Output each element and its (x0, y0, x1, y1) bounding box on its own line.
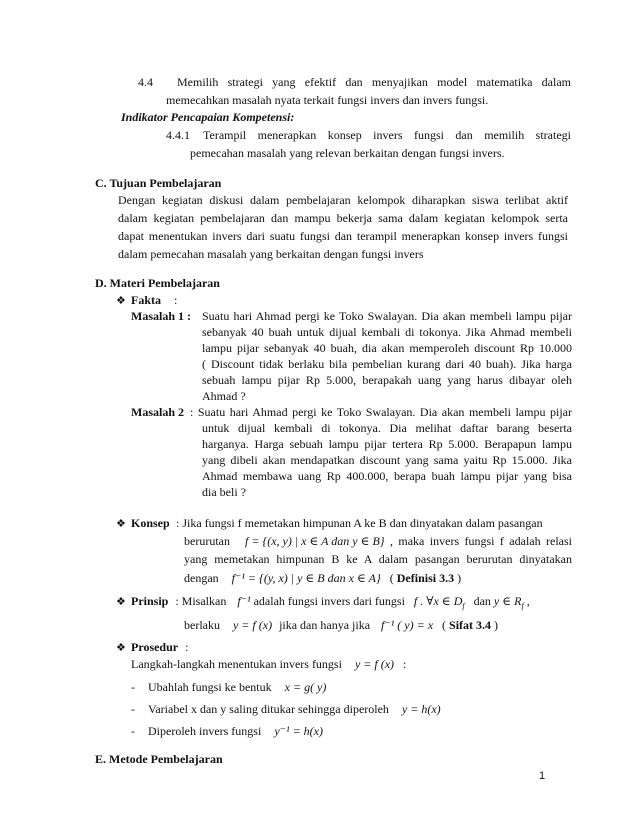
step-2-text: Variabel x dan y saling ditukar sehingga diperoleh (148, 702, 389, 716)
prinsip-paren-close: ) (494, 618, 499, 632)
prinsip-y-in-r: y ∈ R (493, 594, 522, 608)
prinsip-dan: dan (473, 594, 491, 608)
section-c-line-4: dalam pemecahan masalah yang berkaitan dengan fungsi invers (118, 247, 424, 261)
prosedur-intro-colon: : (403, 657, 407, 671)
masalah-1-line-1: Suatu hari Ahmad pergi ke Toko Swalayan. Dia akan membeli lampu pijar (202, 309, 572, 323)
prinsip-sub-f-1: f (462, 601, 465, 611)
step-1-text: Ubahlah fungsi ke bentuk (148, 680, 272, 694)
step-2-dash: - (131, 702, 135, 716)
section-d-heading: D. Materi Pembelajaran (95, 276, 220, 290)
konsep-paren-close: ) (457, 571, 462, 585)
masalah-2-line-6: dia beli ? (202, 485, 246, 499)
step-1-formula: x = g( y) (284, 680, 327, 694)
section-c-line-1: Dengan kegiatan diskusi dalam pembelajaran kelompok diharapkan siswa terlibat aktif (118, 193, 568, 207)
prinsip-label: Prinsip (131, 594, 169, 608)
masalah-2-line-3: harganya. Harga sebuah lampu pijar tertera Rp 5.000. Berapapun lampu (202, 437, 572, 451)
prinsip-sub-f-2: f (521, 601, 524, 611)
diamond-bullet-icon: ❖ (116, 596, 126, 608)
masalah-2-line-5: Ahmad membawa uang Rp 400.000, berapa buah lampu pijar yang bisa (202, 469, 572, 483)
section-c-line-3: dapat menentukan invers dari suatu fungsi dan terampil menerapkan konsep invers fungsi (118, 229, 568, 243)
section-e-heading: E. Metode Pembelajaran (95, 752, 223, 766)
prinsip-f-inverse: f⁻¹ (237, 594, 251, 608)
masalah-1-line-3: lampu pijar sebanyak 40 buah, dia akan memperoleh discount Rp 10.000 (202, 341, 572, 355)
masalah-1-line-5: sebuah lampu pijar Rp 5.000, berapakah uang yang harus dibayar oleh (202, 373, 572, 387)
prinsip-sifat: Sifat 3.4 (449, 618, 492, 632)
prinsip-misalkan: : Misalkan (175, 594, 227, 608)
section-c-heading: C. Tujuan Pembelajaran (95, 176, 222, 190)
prinsip-y-eq-fx: y = f (x) (232, 618, 273, 632)
step-3-formula: y⁻¹ = h(x) (274, 724, 323, 738)
diamond-bullet-icon: ❖ (116, 295, 126, 307)
diamond-bullet-icon: ❖ (116, 642, 126, 654)
step-2-formula: y = h(x) (401, 702, 441, 716)
section-c-line-2: dalam kegiatan pembelajaran dan mampu bekerja sama dalam kegiatan kelompok serta (118, 211, 568, 225)
konsep-line-3: yang memetakan himpunan B ke A dalam pasangan berurutan dinyatakan (184, 552, 572, 566)
konsep-dengan: dengan (184, 571, 219, 585)
prinsip-paren-open: ( (442, 618, 447, 632)
prinsip-comma: , (526, 594, 530, 608)
diamond-bullet-icon: ❖ (116, 518, 126, 530)
item-4-4-number: 4.4 (138, 75, 153, 89)
prosedur-intro: Langkah-langkah menentukan invers fungsi (131, 657, 342, 671)
konsep-formula-f: f = {(x, y) | x ∈ A dan y ∈ B} (244, 534, 385, 548)
konsep-line-1: : Jika fungsi f memetakan himpunan A ke B dan dinyatakan dalam pasangan (176, 516, 543, 530)
konsep-line-2-end: , maka invers fungsi f adalah relasi (390, 534, 572, 548)
prinsip-forall: f . ∀x ∈ D (413, 594, 463, 608)
konsep-label: Konsep (131, 516, 170, 530)
step-3-dash: - (131, 724, 135, 738)
fakta-colon: : (174, 293, 178, 307)
prinsip-text-1: adalah fungsi invers dari fungsi (253, 594, 405, 608)
prinsip-iff: jika dan hanya jika (279, 618, 371, 632)
indikator-heading: Indikator Pencapaian Kompetensi: (121, 110, 295, 124)
item-4-4-1-text-line-2: pemecahan masalah yang relevan berkaitan dengan fungsi invers. (190, 146, 505, 160)
masalah-2-line-4: yang dibeli akan mendapatkan discount yang sama yaitu Rp 15.000. Jika (202, 453, 572, 467)
fakta-label: Fakta (131, 293, 161, 307)
konsep-paren-open: ( (389, 571, 394, 585)
step-3-text: Diperoleh invers fungsi (148, 724, 262, 738)
masalah-2-line-2: untuk dijual kembali di tokonya. Dia melihat daftar barang beserta (202, 421, 572, 435)
konsep-berurutan: berurutan (184, 534, 230, 548)
page-number: 1 (539, 770, 546, 782)
item-4-4-text-line-2: memecahkan masalah nyata terkait fungsi invers dan invers fungsi. (166, 93, 489, 107)
masalah-2-label: Masalah 2 (131, 405, 185, 419)
prinsip-finv-y: f⁻¹ ( y) = x (381, 618, 434, 632)
konsep-formula-f-inverse: f⁻¹ = {(y, x) | y ∈ B dan x ∈ A} (231, 571, 381, 585)
item-4-4-1-text-line-1: Terampil menerapkan konsep invers fungsi dan memilih strategi (203, 128, 571, 142)
prosedur-intro-formula: y = f (x) (354, 657, 395, 671)
prosedur-label: Prosedur (131, 640, 179, 654)
step-1-dash: - (131, 680, 135, 694)
masalah-1-line-4: ( Discount tidak berlaku bila pembelian kurang dari 40 buah). Jika harga (202, 357, 572, 371)
masalah-1-line-2: sebanyak 40 buah untuk dijual kembali di tokonya. Jika Ahmad membeli (202, 325, 572, 339)
item-4-4-1-number: 4.4.1 (166, 128, 190, 142)
masalah-1-label: Masalah 1 : (131, 309, 191, 323)
item-4-4-text-line-1: Memilih strategi yang efektif dan menyajikan model matematika dalam (177, 75, 571, 89)
masalah-1-line-6: Ahmad ? (202, 389, 246, 403)
masalah-2-line-1: : Suatu hari Ahmad pergi ke Toko Swalayan. Dia akan membeli lampu pijar (190, 405, 572, 419)
prinsip-berlaku: berlaku (184, 618, 220, 632)
konsep-definisi: Definisi 3.3 (396, 571, 455, 585)
prosedur-colon: : (185, 640, 189, 654)
